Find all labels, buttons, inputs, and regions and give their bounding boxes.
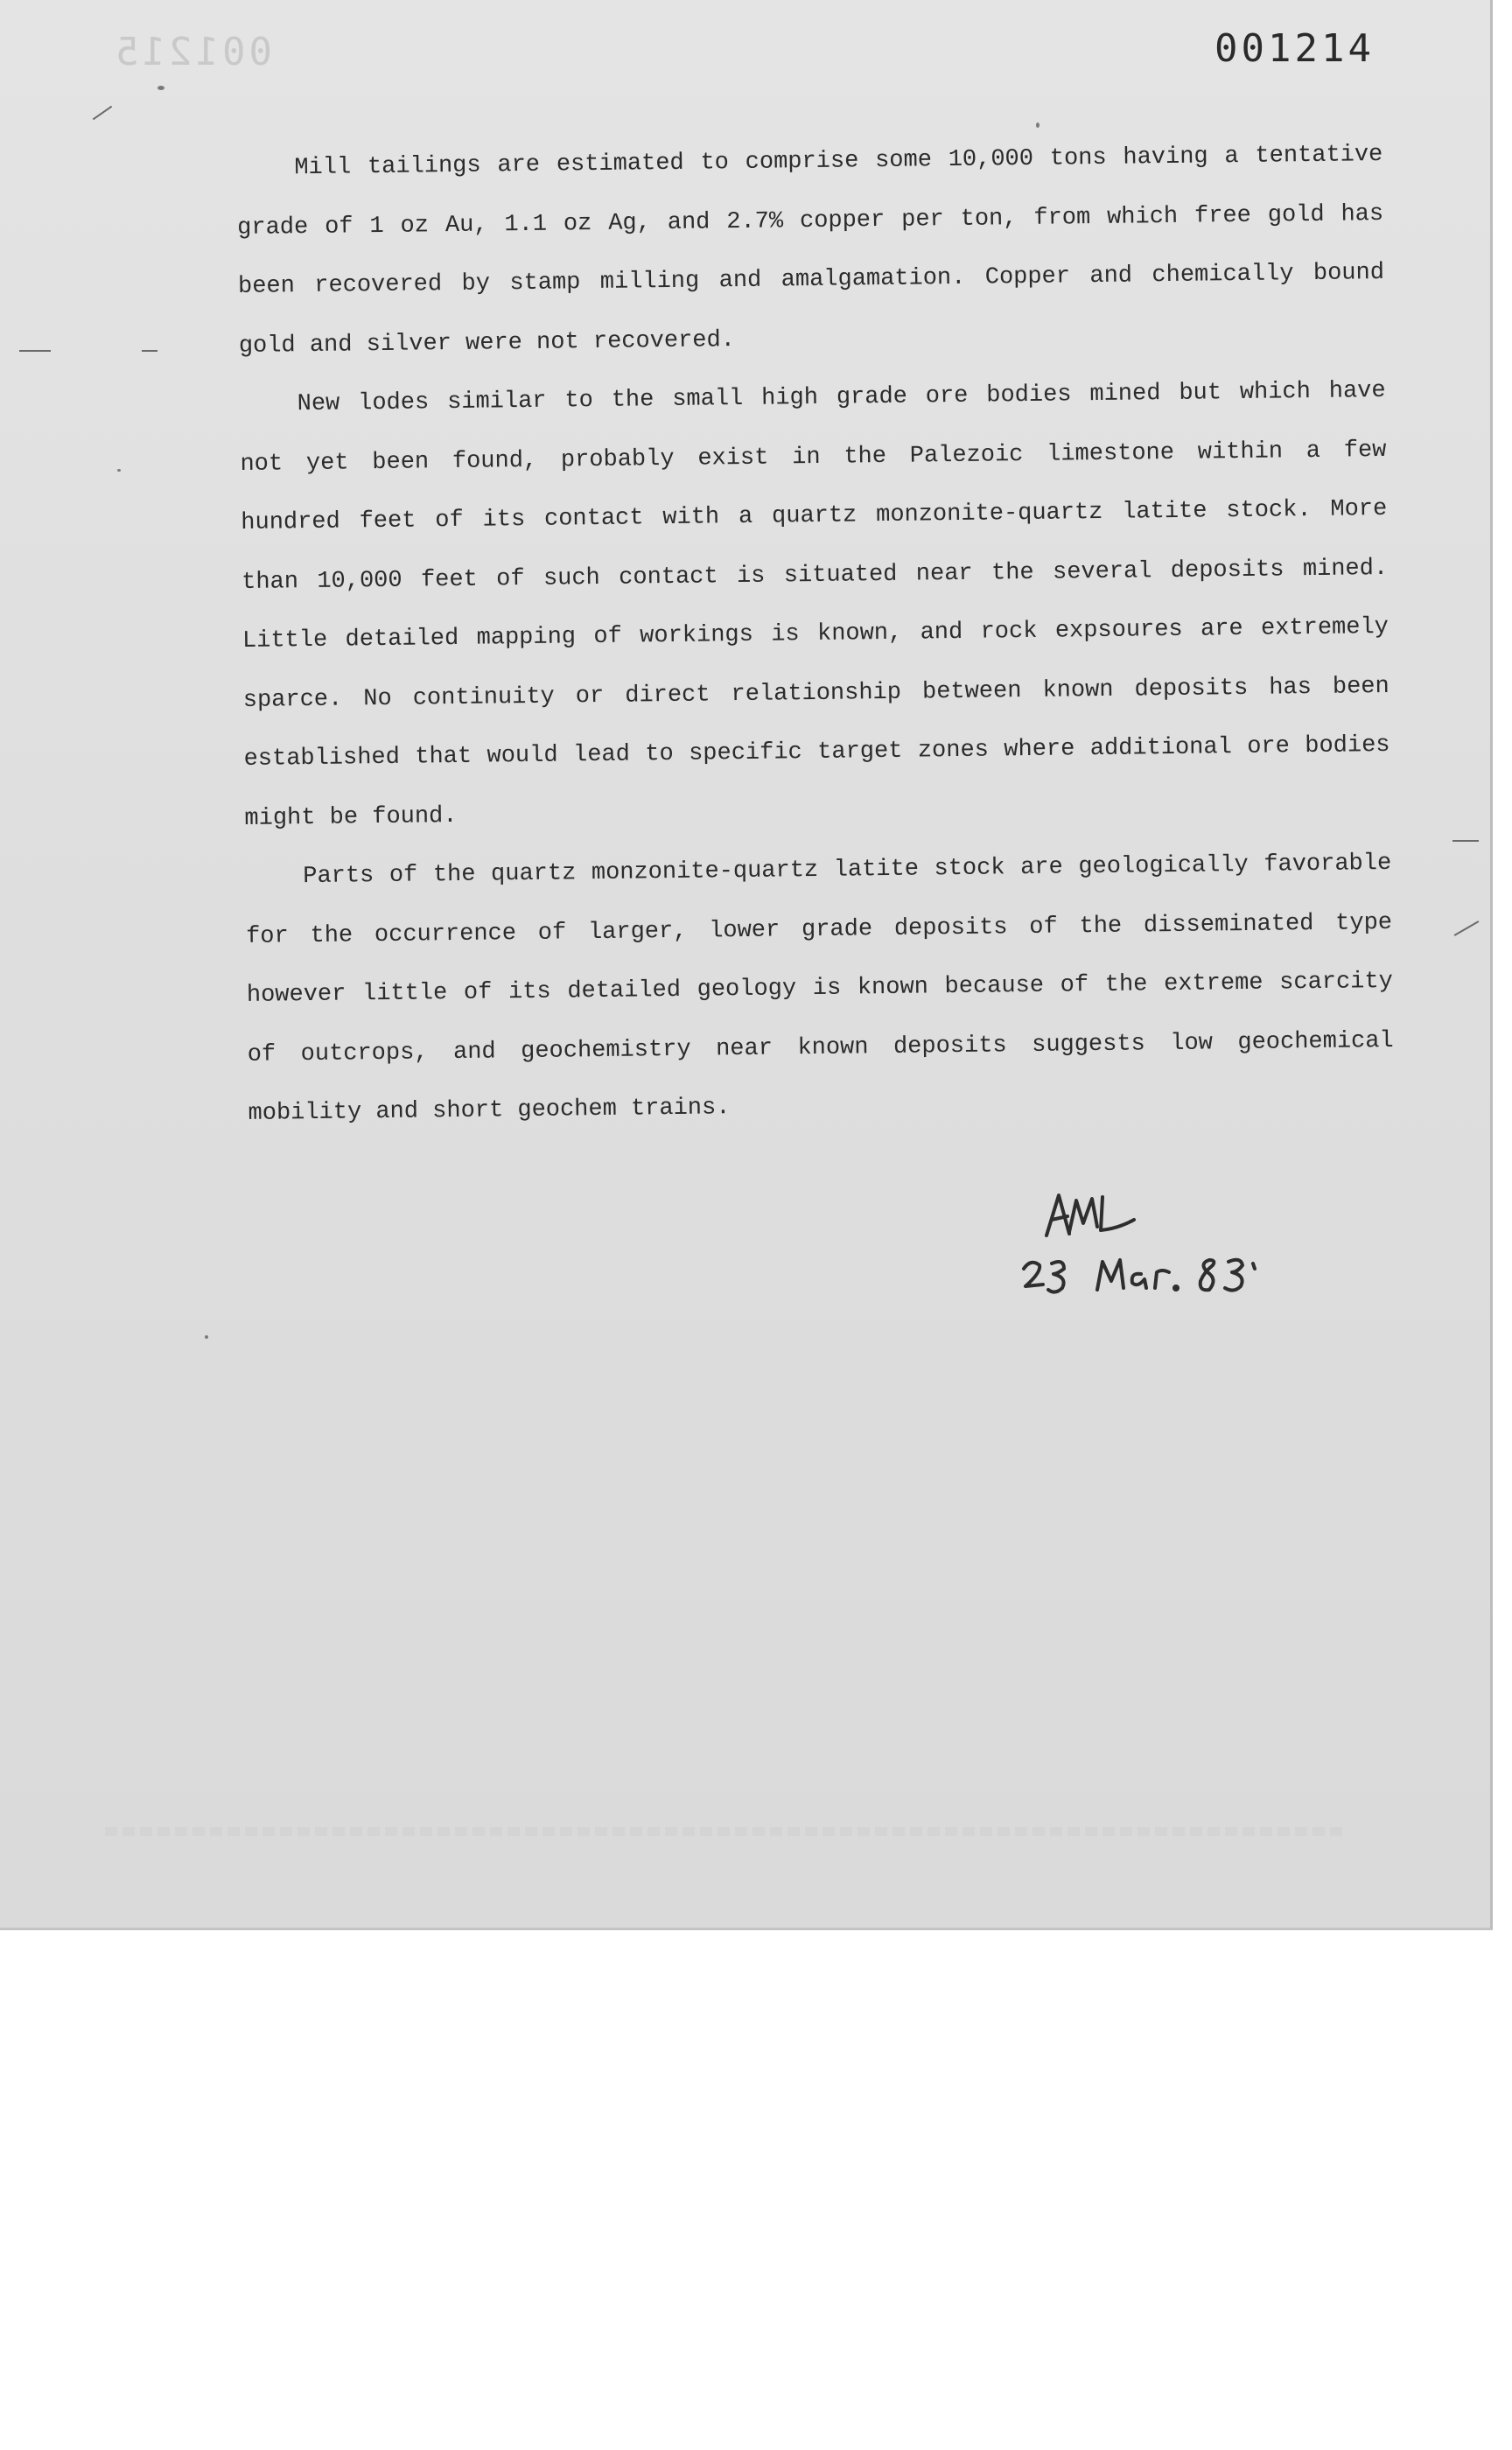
handwritten-signature [1015, 1181, 1295, 1312]
document-body [236, 126, 1395, 1144]
paragraph-mill-tailings: Mill tailings are estimated to comprise some 10,000 tons having a tentative grade of 1 oz Au, 1.1 oz Ag, and 2.7% copper per ton, from which free gold has been recovered by stamp milling and amalgamation. Copper and chemically bound gold and silver were not recovered. [237, 141, 1385, 360]
scan-mark [19, 350, 51, 352]
scan-speck [158, 86, 164, 90]
scan-speck [205, 1335, 208, 1339]
document-number: 001214 [1214, 26, 1375, 71]
bleed-through-text-line [105, 1827, 1348, 1836]
scan-speck [1036, 122, 1040, 128]
scan-mark [1454, 920, 1480, 936]
paragraph-quartz-monzonite: Parts of the quartz monzonite-quartz latite stock are geologically favorable for the occurrence of larger, lower grade deposits of the disseminated type however little of its detailed geology is known because of the extreme scarcity of outcrops, and geochemistry near known deposits suggests low geochemical mobility and short geochem trains. [245, 850, 1394, 1127]
scan-mark [93, 106, 112, 121]
bleed-through-document-number: 001215 [112, 30, 272, 74]
scan-speck [117, 469, 121, 472]
paragraph-new-lodes: New lodes similar to the small high grade ore bodies mined but which have not yet been found, probably exist in the Palezoic limestone within a few hundred feet of its contact with a quartz monzonite-quartz latite stock. More than 10,000 feet of such contact is situated near the several deposits mined. Little detailed mapping of workings is known, and rock expsoures are extremely sparce. No continuity or direct relationship between known deposits has been established that would lead to specific target zones where additional ore bodies might be found. [240, 377, 1390, 832]
scan-mark [142, 350, 158, 352]
scan-mark [1452, 840, 1479, 842]
